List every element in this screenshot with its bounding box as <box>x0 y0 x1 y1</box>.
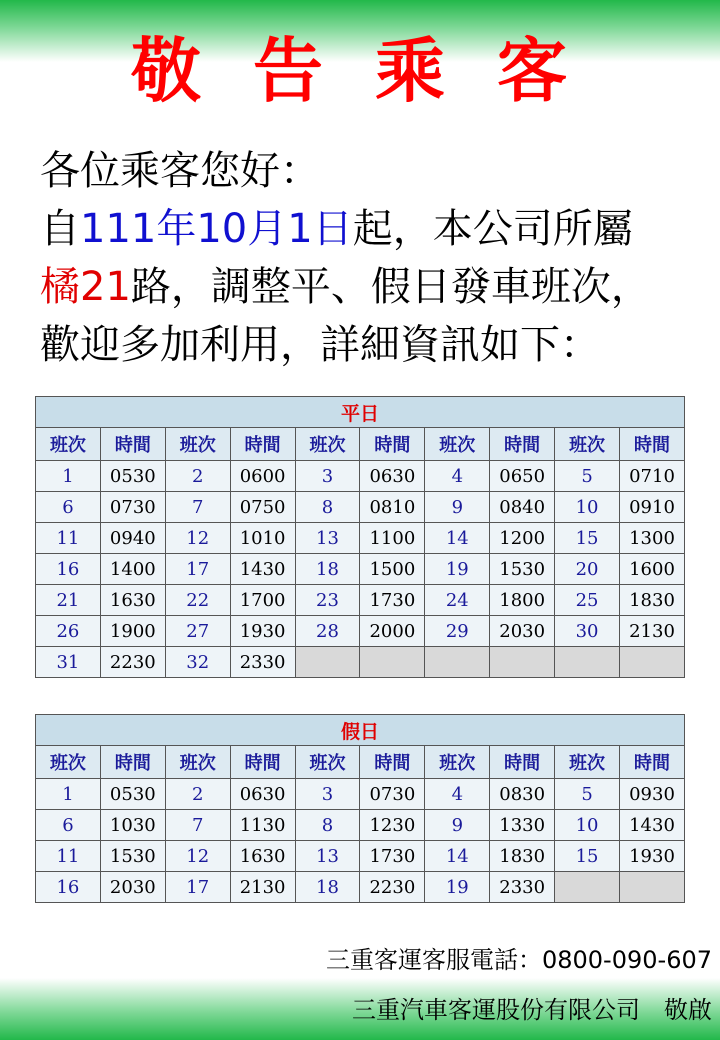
trip-number: 17 <box>165 554 230 585</box>
trip-number: 26 <box>36 616 101 647</box>
departure-time: 0910 <box>620 492 685 523</box>
trip-number: 4 <box>425 461 490 492</box>
trip-number: 28 <box>295 616 360 647</box>
departure-time: 1300 <box>620 523 685 554</box>
table-row <box>36 779 685 810</box>
header-trip-number: 班次 <box>165 746 230 779</box>
header-time: 時間 <box>490 746 555 779</box>
departure-time: 2230 <box>100 647 165 678</box>
header-time: 時間 <box>230 746 295 779</box>
trip-number: 7 <box>165 492 230 523</box>
notice-line-date <box>40 200 710 258</box>
departure-time: 1600 <box>620 554 685 585</box>
departure-time: 0530 <box>100 461 165 492</box>
header-trip-number: 班次 <box>295 746 360 779</box>
notice-date-suffix: 起，本公司所屬 <box>352 206 633 252</box>
departure-time: 1130 <box>230 810 295 841</box>
departure-time: 1900 <box>100 616 165 647</box>
trip-number: 31 <box>36 647 101 678</box>
trip-number: 1 <box>36 461 101 492</box>
departure-time: 2130 <box>230 872 295 903</box>
page-title: 敬告乘客 <box>131 30 619 112</box>
trip-number: 23 <box>295 585 360 616</box>
trip-number: 3 <box>295 779 360 810</box>
departure-time: 0830 <box>490 779 555 810</box>
trip-number: 16 <box>36 554 101 585</box>
header-time: 時間 <box>490 428 555 461</box>
weekday-caption: 平日 <box>36 397 685 428</box>
trip-number: 32 <box>165 647 230 678</box>
departure-time: 2030 <box>490 616 555 647</box>
departure-time: 0650 <box>490 461 555 492</box>
table-row <box>36 585 685 616</box>
departure-time: 0940 <box>100 523 165 554</box>
departure-time: 1530 <box>490 554 555 585</box>
header-time: 時間 <box>100 428 165 461</box>
empty-cell <box>555 647 620 678</box>
trip-number: 6 <box>36 492 101 523</box>
trip-number: 11 <box>36 841 101 872</box>
trip-number: 9 <box>425 492 490 523</box>
departure-time: 0730 <box>360 779 425 810</box>
holiday-timetable <box>35 714 685 903</box>
trip-number: 22 <box>165 585 230 616</box>
header-trip-number: 班次 <box>295 428 360 461</box>
header-time: 時間 <box>230 428 295 461</box>
departure-time: 1230 <box>360 810 425 841</box>
departure-time: 1730 <box>360 841 425 872</box>
departure-time: 1330 <box>490 810 555 841</box>
trip-number: 15 <box>555 841 620 872</box>
trip-number: 27 <box>165 616 230 647</box>
departure-time: 1030 <box>100 810 165 841</box>
departure-time: 0930 <box>620 779 685 810</box>
trip-number: 9 <box>425 810 490 841</box>
header-trip-number: 班次 <box>425 746 490 779</box>
trip-number: 13 <box>295 841 360 872</box>
company-signature: 三重汽車客運股份有限公司 敬啟 <box>352 996 712 1024</box>
empty-cell <box>620 647 685 678</box>
table-row <box>36 523 685 554</box>
empty-cell <box>425 647 490 678</box>
trip-number: 25 <box>555 585 620 616</box>
departure-time: 1700 <box>230 585 295 616</box>
header-time: 時間 <box>360 746 425 779</box>
departure-time: 0630 <box>360 461 425 492</box>
empty-cell <box>490 647 555 678</box>
trip-number: 8 <box>295 810 360 841</box>
table-row <box>36 461 685 492</box>
departure-time: 0810 <box>360 492 425 523</box>
departure-time: 1630 <box>230 841 295 872</box>
trip-number: 30 <box>555 616 620 647</box>
trip-number: 14 <box>425 523 490 554</box>
trip-number: 24 <box>425 585 490 616</box>
header-time: 時間 <box>620 746 685 779</box>
notice-line-greeting: 各位乘客您好： <box>40 148 320 194</box>
table-row <box>36 810 685 841</box>
empty-cell <box>360 647 425 678</box>
holiday-header-row <box>36 746 685 779</box>
trip-number: 29 <box>425 616 490 647</box>
departure-time: 1200 <box>490 523 555 554</box>
departure-time: 1830 <box>620 585 685 616</box>
trip-number: 17 <box>165 872 230 903</box>
trip-number: 6 <box>36 810 101 841</box>
departure-time: 0710 <box>620 461 685 492</box>
weekday-header-row <box>36 428 685 461</box>
trip-number: 2 <box>165 461 230 492</box>
table-row <box>36 492 685 523</box>
header-time: 時間 <box>360 428 425 461</box>
weekday-timetable <box>35 396 685 678</box>
trip-number: 15 <box>555 523 620 554</box>
trip-number: 19 <box>425 554 490 585</box>
departure-time: 1830 <box>490 841 555 872</box>
trip-number: 3 <box>295 461 360 492</box>
notice-text <box>40 142 710 374</box>
header-time: 時間 <box>100 746 165 779</box>
trip-number: 2 <box>165 779 230 810</box>
departure-time: 2030 <box>100 872 165 903</box>
table-row <box>36 616 685 647</box>
departure-time: 1930 <box>230 616 295 647</box>
table-row <box>36 841 685 872</box>
header-trip-number: 班次 <box>36 746 101 779</box>
departure-time: 0750 <box>230 492 295 523</box>
departure-time: 1430 <box>230 554 295 585</box>
trip-number: 8 <box>295 492 360 523</box>
departure-time: 1010 <box>230 523 295 554</box>
departure-time: 2130 <box>620 616 685 647</box>
weekday-caption-row <box>36 397 685 428</box>
trip-number: 18 <box>295 554 360 585</box>
header-trip-number: 班次 <box>36 428 101 461</box>
trip-number: 20 <box>555 554 620 585</box>
departure-time: 1800 <box>490 585 555 616</box>
trip-number: 5 <box>555 779 620 810</box>
notice-prefix: 自 <box>40 206 80 252</box>
notice-line-welcome: 歡迎多加利用，詳細資訊如下： <box>40 322 600 368</box>
trip-number: 12 <box>165 523 230 554</box>
empty-cell <box>620 872 685 903</box>
header-trip-number: 班次 <box>165 428 230 461</box>
departure-time: 0630 <box>230 779 295 810</box>
holiday-caption-row <box>36 715 685 746</box>
departure-time: 0840 <box>490 492 555 523</box>
departure-time: 2330 <box>230 647 295 678</box>
header-time: 時間 <box>620 428 685 461</box>
trip-number: 5 <box>555 461 620 492</box>
departure-time: 1930 <box>620 841 685 872</box>
departure-time: 2330 <box>490 872 555 903</box>
header-trip-number: 班次 <box>425 428 490 461</box>
trip-number: 7 <box>165 810 230 841</box>
route-number: 橘21 <box>40 264 131 310</box>
departure-time: 2000 <box>360 616 425 647</box>
effective-date: 111年10月1日 <box>80 206 353 252</box>
trip-number: 21 <box>36 585 101 616</box>
trip-number: 14 <box>425 841 490 872</box>
trip-number: 16 <box>36 872 101 903</box>
trip-number: 12 <box>165 841 230 872</box>
table-row <box>36 647 685 678</box>
trip-number: 18 <box>295 872 360 903</box>
empty-cell <box>555 872 620 903</box>
header-trip-number: 班次 <box>555 746 620 779</box>
holiday-caption: 假日 <box>36 715 685 746</box>
departure-time: 1730 <box>360 585 425 616</box>
table-row <box>36 554 685 585</box>
header-trip-number: 班次 <box>555 428 620 461</box>
table-row <box>36 872 685 903</box>
departure-time: 0730 <box>100 492 165 523</box>
trip-number: 19 <box>425 872 490 903</box>
departure-time: 1430 <box>620 810 685 841</box>
trip-number: 4 <box>425 779 490 810</box>
customer-service-phone: 三重客運客服電話：0800-090-607 <box>325 946 712 974</box>
departure-time: 2230 <box>360 872 425 903</box>
trip-number: 10 <box>555 492 620 523</box>
departure-time: 0530 <box>100 779 165 810</box>
trip-number: 1 <box>36 779 101 810</box>
departure-time: 1100 <box>360 523 425 554</box>
trip-number: 13 <box>295 523 360 554</box>
departure-time: 1500 <box>360 554 425 585</box>
departure-time: 0600 <box>230 461 295 492</box>
notice-line-route <box>40 258 710 316</box>
departure-time: 1400 <box>100 554 165 585</box>
departure-time: 1530 <box>100 841 165 872</box>
trip-number: 11 <box>36 523 101 554</box>
departure-time: 1630 <box>100 585 165 616</box>
trip-number: 10 <box>555 810 620 841</box>
notice-route-suffix: 路，調整平、假日發車班次， <box>130 264 651 310</box>
empty-cell <box>295 647 360 678</box>
